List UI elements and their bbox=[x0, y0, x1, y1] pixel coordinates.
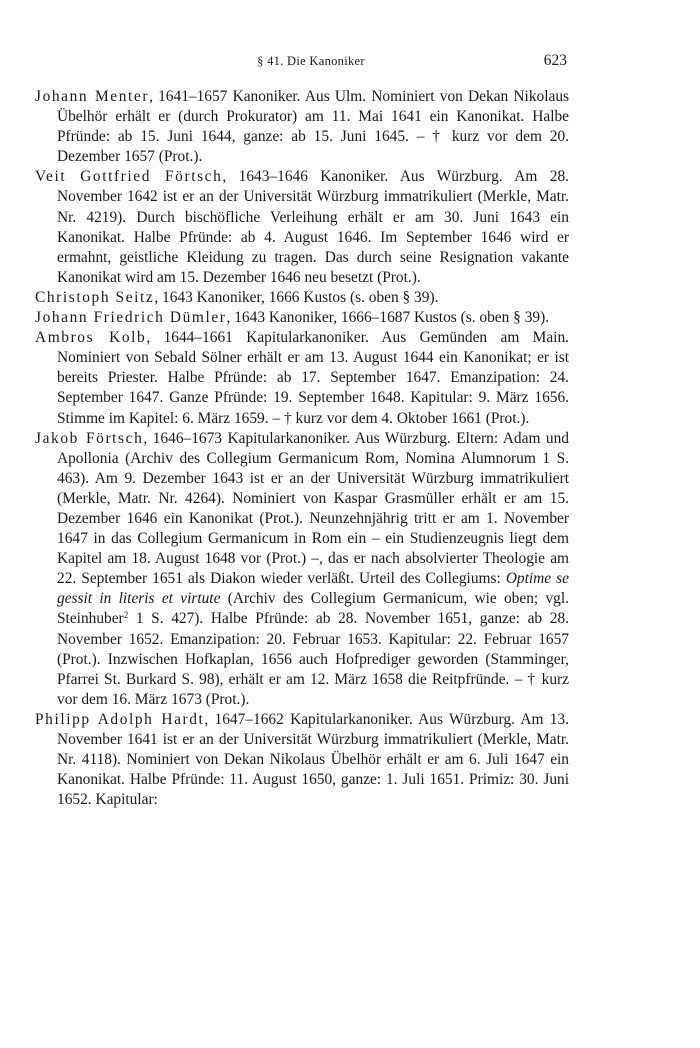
entry-text: (Archiv des Collegium Germanicum, wie oben; vgl. Steinhuber bbox=[57, 590, 569, 628]
entry-ambros-kolb bbox=[35, 328, 569, 428]
entry-text: 1 S. 427). Halbe Pfründe: ab 28. November 1651, ganze: ab 28. November 1652. Emanzipation: 20. Februar 1653. Kapitular: 22. Februar 1657 (Prot.). Inzwischen Hofkaplan, 1656 auch Hofprediger geworden (Stamminger, Pfarrei St. Burkard S. 98), erhält er am 12. März 1658 die Reitpfründe. – † kurz vor dem 16. März 1673 (Prot.). bbox=[57, 610, 569, 708]
entry-text: , 1643–1646 Kanoniker. Aus Würzburg. Am 28. November 1642 ist er an der Universität Würzburg immatrikuliert (Merkle, Matr. Nr. 4219). Durch bischöfliche Verleihung erhält er am 30. Juni 1643 ein Kanonikat. Halbe Pfründe: ab 4. August 1646. Im September 1646 wird er ermahnt, geistliche Kleidung zu tragen. Das durch seine Resignation vakante Kanonikat wird am 15. Dezember 1646 neu besetzt (Prot.). bbox=[57, 168, 569, 286]
entry-text: , 1647–1662 Kapitularkanoniker. Aus Würzburg. Am 13. November 1641 ist er an der Universität Würzburg immatrikuliert (Merkle, Matr. Nr. 4118). Nominiert von Dekan Nikolaus Übelhör erhält er am 6. Juli 1647 ein Kanonikat. Halbe Pfründe: 11. August 1650, ganze: 1. Juli 1651. Primiz: 30. Juni 1652. Kapitular: bbox=[57, 710, 569, 809]
entry-name: Veit Gottfried Förtsch bbox=[35, 168, 223, 186]
latin-quote: Optime se gessit in literis et virtute bbox=[57, 570, 569, 608]
entry-jakob-foertsch bbox=[35, 429, 569, 710]
entry-philipp-adolph-hardt bbox=[35, 710, 569, 810]
entry-name: Ambros Kolb bbox=[35, 329, 147, 347]
entry-johann-friedrich-duemler bbox=[35, 308, 569, 328]
entry-text: , 1643 Kanoniker, 1666–1687 Kustos (s. oben § 39). bbox=[226, 309, 550, 327]
body-text bbox=[35, 87, 569, 810]
entry-johann-menter bbox=[35, 87, 569, 167]
entry-christoph-seitz bbox=[35, 288, 569, 308]
running-head bbox=[0, 52, 700, 72]
page-number: 623 bbox=[543, 52, 567, 69]
running-title: § 41. Die Kanoniker bbox=[257, 54, 365, 68]
entry-name: Johann Friedrich Dümler bbox=[35, 309, 227, 327]
edition-superscript: 2 bbox=[123, 610, 129, 621]
entry-veit-gottfried-foertsch bbox=[35, 167, 569, 288]
entry-name: Philipp Adolph Hardt bbox=[35, 710, 205, 728]
entry-text: , 1643 Kanoniker, 1666 Kustos (s. oben § 39). bbox=[154, 288, 439, 306]
entry-text: , 1644–1661 Kapitularkanoniker. Aus Gemünden am Main. Nominiert von Sebald Sölner erhält er am 13. August 1644 ein Kanonikat; er ist bereits Priester. Halbe Pfründe: ab 17. September 1647. Emanzipation: 24. September 1647. Ganze Pfründe: 19. September 1648. Kapitular: 9. März 1656. Stimme im Kapitel: 6. März 1659. – † kurz vor dem 4. Oktober 1661 (Prot.). bbox=[57, 329, 569, 427]
entry-text: , 1646–1673 Kapitularkanoniker. Aus Würzburg. Eltern: Adam und Apollonia (Archiv des Collegium Germanicum Rom, Nomina Alumnorum 1 S. 463). Am 9. Dezember 1643 ist er an der Universität Würzburg immatrikuliert (Merkle, Matr. Nr. 4264). Nominiert von Kaspar Grasmüller erhält er am 15. Dezember 1646 ein Kanonikat (Prot.). Neunzehnjährig tritt er am 1. November 1647 in das Collegium Germanicum in Rom ein – ein Studienzeugnis liegt dem Kapitel am 18. August 1648 vor (Prot.) –, das er nach absolvierter Theologie am 22. September 1651 als Diakon wieder verläßt. Urteil des Collegiums: bbox=[57, 429, 570, 588]
entry-name: Christoph Seitz bbox=[35, 288, 155, 306]
entry-name: Jakob Förtsch bbox=[35, 429, 144, 447]
entry-name: Johann Menter bbox=[35, 88, 150, 105]
entry-text: , 1641–1657 Kanoniker. Aus Ulm. Nominiert von Dekan Nikolaus Übelhör erhält er (durch Prokurator) am 11. Mai 1641 ein Kanonikat. Halbe Pfründe: ab 15. Juni 1644, ganze: ab 15. Juni 1645. – † kurz vor dem 20. Dezember 1657 (Prot.). bbox=[57, 88, 570, 166]
